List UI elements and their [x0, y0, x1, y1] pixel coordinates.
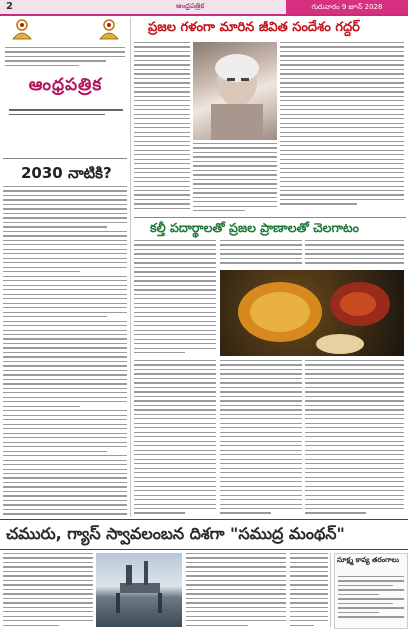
- gaddar-photo: [193, 42, 277, 140]
- column-divider: [130, 17, 131, 517]
- deity-emblem-right-icon: [96, 17, 122, 41]
- deity-emblem-icon: [9, 17, 35, 41]
- kalti-col3-lower: [305, 360, 404, 518]
- gaddar-col2-lower: [193, 143, 277, 213]
- kalti-col3-top: [305, 240, 404, 268]
- poetry-lines: [338, 576, 404, 626]
- food-bowls-image: [220, 270, 404, 356]
- gaddar-headline: ప్రజల గళంగా మారిన జీవిత సందేశం గద్దర్: [148, 20, 360, 35]
- samudra-headline: చమురు, గ్యాస్ స్వావలంబన దిశగా "సముద్ర మంథన్": [6, 524, 345, 543]
- editorial-title: 2030 నాటికి?: [21, 164, 112, 182]
- banner-rule-bottom: [0, 549, 408, 550]
- kalti-col1: [134, 240, 216, 356]
- poetry-sidebar-title: సూక్ష్మ కావ్య తరంగాలు: [337, 556, 399, 564]
- portrait-image: [193, 42, 277, 140]
- kalti-col1-lower: [134, 360, 216, 518]
- gaddar-col3: [280, 42, 404, 212]
- editorial-body: [3, 186, 127, 516]
- masthead-notes: [5, 47, 125, 69]
- banner-rule: [0, 519, 408, 520]
- kalti-col2-lower: [220, 360, 302, 518]
- kalti-col2-top: [220, 240, 302, 268]
- kalti-headline: కల్తీ పదార్థాలతో ప్రజల ప్రాణాలతో చెలగాటం: [150, 220, 360, 235]
- page-header-bar: [0, 0, 408, 16]
- rig-image: [96, 553, 182, 627]
- food-photo: [220, 270, 404, 356]
- sidebar-divider: [330, 553, 331, 627]
- editorial-2030: [3, 164, 129, 516]
- samudra-col3: [290, 553, 328, 627]
- masthead-tagline-lines: [9, 109, 123, 119]
- story-divider: [134, 217, 406, 218]
- oil-rig-photo: [96, 553, 182, 627]
- issue-date: గురువారం 9 జూన్ 2028: [286, 0, 408, 14]
- samudra-col2: [186, 553, 286, 627]
- poetry-sidebar: [334, 553, 408, 629]
- samudra-banner: [0, 521, 408, 547]
- paper-name-small: ఆంధ్రపత్రిక: [176, 2, 205, 10]
- masthead-logo: ఆంధ్రపత్రిక: [28, 75, 103, 95]
- samudra-col1: [3, 553, 93, 627]
- masthead: [3, 17, 128, 137]
- page-number: 2: [6, 1, 13, 12]
- gaddar-col1: [134, 42, 190, 212]
- masthead-rule: [3, 158, 127, 159]
